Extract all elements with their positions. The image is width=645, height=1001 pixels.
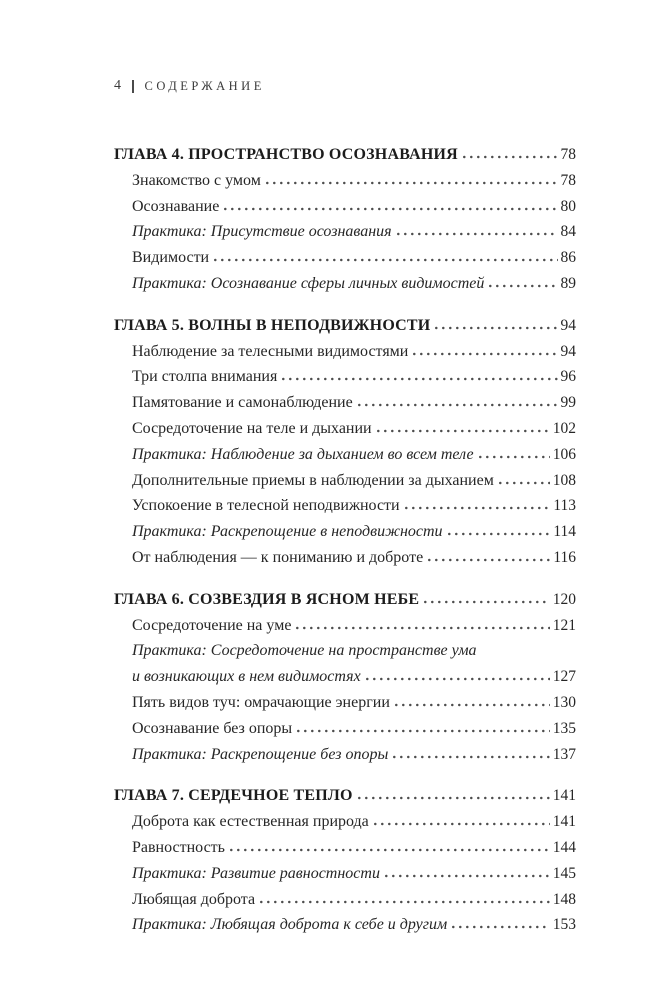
- toc-entry: [114, 716, 576, 742]
- chapter-title-label: ГЛАВА 7. СЕРДЕЧНОЕ ТЕПЛО: [114, 787, 353, 805]
- chapter-title: [114, 142, 576, 168]
- dot-leader: [452, 925, 550, 929]
- toc-entry-label: Знакомство с умом: [132, 171, 261, 189]
- toc-entry-page: 116: [553, 548, 576, 566]
- chapter-title: [114, 313, 576, 339]
- toc-entry-page: 130: [552, 693, 576, 711]
- dot-leader: [424, 600, 549, 604]
- toc-entry-page: 94: [560, 342, 576, 360]
- toc-entry-label: Практика: Присутствие осознавания: [132, 223, 392, 241]
- toc-entry-page: 99: [560, 394, 576, 412]
- toc-entry-label: Осознавание: [132, 197, 220, 215]
- toc-entry-label: Практика: Раскрепощение без опоры: [132, 745, 389, 763]
- toc-entry-label: Дополнительные приемы в наблюдении за дыханием: [132, 471, 494, 489]
- toc-entry-label: Доброта как естественная природа: [132, 813, 369, 831]
- toc-entry: [114, 339, 576, 365]
- chapter-section: [114, 783, 576, 938]
- dot-leader: [435, 326, 557, 330]
- chapter-title-label: ГЛАВА 6. СОЗВЕЗДИЯ В ЯСНОМ НЕБЕ: [114, 590, 420, 608]
- toc-entry-page: 106: [552, 445, 576, 463]
- dot-leader: [395, 703, 550, 707]
- chapter-title-label: ГЛАВА 5. ВОЛНЫ В НЕПОДВИЖНОСТИ: [114, 316, 431, 334]
- toc-entry-page: 86: [560, 249, 576, 267]
- toc-entry-line2-label: и возникающих в нем видимостях: [132, 668, 361, 686]
- toc-entry: [114, 416, 576, 442]
- dot-leader: [358, 796, 550, 800]
- header-title: СОДЕРЖАНИЕ: [144, 78, 265, 93]
- toc-entry-page: 114: [553, 523, 576, 541]
- header-divider: [132, 80, 134, 93]
- toc-entry: [114, 690, 576, 716]
- toc-entry-label: Успокоение в телесной неподвижности: [132, 497, 400, 515]
- toc-entry: [114, 194, 576, 220]
- toc-entry-page: 113: [553, 497, 576, 515]
- toc-entry-label: Практика: Любящая доброта к себе и другим: [132, 916, 448, 934]
- toc-entry: [114, 245, 576, 271]
- toc-entry: [114, 835, 576, 861]
- dot-leader: [224, 207, 557, 211]
- toc-entry-page: 141: [552, 813, 576, 831]
- toc-entry-page: 84: [560, 223, 576, 241]
- toc-entry-label: Пять видов туч: омрачающие энергии: [132, 693, 390, 711]
- toc-entry-label: Осознавание без опоры: [132, 719, 293, 737]
- toc-entry-page: 80: [560, 197, 576, 215]
- dot-leader: [393, 755, 549, 759]
- toc-entry-line1: [114, 638, 576, 664]
- chapter-section: [114, 587, 576, 768]
- chapter-title-label: ГЛАВА 4. ПРОСТРАНСТВО ОСОЗНАВАНИЯ: [114, 146, 458, 163]
- table-of-contents: [114, 142, 576, 938]
- dot-leader: [428, 558, 550, 562]
- chapter-title: [114, 587, 576, 613]
- toc-entry-label: Памятование и самонаблюдение: [132, 394, 353, 412]
- toc-entry-label: Практика: Осознавание сферы личных видимостей: [132, 274, 485, 292]
- dot-leader: [358, 403, 558, 407]
- toc-entry-label: Любящая доброта: [132, 890, 256, 908]
- toc-entry-line2: [114, 664, 576, 690]
- dot-leader: [463, 155, 558, 159]
- toc-entry-label: Практика: Наблюдение за дыханием во всем теле: [132, 445, 474, 463]
- dot-leader: [366, 677, 550, 681]
- toc-entry-label: Три столпа внимания: [132, 368, 278, 386]
- toc-entry: [114, 912, 576, 938]
- toc-entry-page: 102: [552, 419, 576, 437]
- dot-leader: [230, 848, 550, 852]
- toc-entry-label: Равностность: [132, 838, 225, 856]
- chapter-title-page: 120: [552, 590, 576, 608]
- toc-entry-page: 144: [552, 838, 576, 856]
- toc-entry-page: 89: [560, 274, 576, 292]
- dot-leader: [397, 232, 558, 236]
- toc-entry: [114, 390, 576, 416]
- running-header: [114, 78, 576, 94]
- chapter-section: [114, 142, 576, 297]
- toc-entry: [114, 219, 576, 245]
- toc-entry-page: 148: [552, 890, 576, 908]
- toc-entry: [114, 364, 576, 390]
- toc-entry: [114, 168, 576, 194]
- dot-leader: [282, 377, 557, 381]
- toc-entry-label: Практика: Раскрепощение в неподвижности: [132, 523, 443, 541]
- toc-entry: [114, 887, 576, 913]
- toc-entry: [114, 442, 576, 468]
- toc-entry-page: 108: [552, 471, 576, 489]
- toc-entry-label: Сосредоточение на теле и дыхании: [132, 419, 372, 437]
- toc-entry-page: 137: [552, 745, 576, 763]
- toc-entry-label: Сосредоточение на уме: [132, 616, 292, 634]
- toc-entry-page: 121: [552, 616, 576, 634]
- toc-entry-line2-page: 127: [552, 668, 576, 686]
- toc-entry-label: Практика: Развитие равностности: [132, 864, 380, 882]
- chapter-title-page: 94: [560, 316, 576, 334]
- chapter-title-page: 78: [560, 146, 576, 163]
- toc-entry-page: 153: [552, 916, 576, 934]
- dot-leader: [266, 181, 558, 185]
- toc-entry: [114, 613, 576, 639]
- dot-leader: [448, 532, 551, 536]
- chapter-title: [114, 783, 576, 809]
- dot-leader: [385, 874, 550, 878]
- dot-leader: [499, 481, 550, 485]
- toc-entry-label: От наблюдения — к пониманию и доброте: [132, 548, 424, 566]
- toc-entry: [114, 638, 576, 690]
- dot-leader: [413, 352, 557, 356]
- dot-leader: [374, 822, 550, 826]
- toc-entry-label: Наблюдение за телесными видимостями: [132, 342, 409, 360]
- toc-entry-line1-label: Практика: Сосредоточение на пространстве ума: [132, 642, 477, 660]
- dot-leader: [479, 455, 550, 459]
- toc-entry: [114, 519, 576, 545]
- toc-entry-page: 78: [560, 171, 576, 189]
- chapter-section: [114, 313, 576, 571]
- toc-entry: [114, 493, 576, 519]
- header-page-number: 4: [114, 78, 121, 93]
- dot-leader: [405, 506, 551, 510]
- chapter-title-page: 141: [552, 787, 576, 805]
- dot-leader: [489, 284, 557, 288]
- dot-leader: [377, 429, 550, 433]
- toc-entry-page: 96: [560, 368, 576, 386]
- toc-entry-page: 145: [552, 864, 576, 882]
- toc-entry: [114, 468, 576, 494]
- toc-entry: [114, 861, 576, 887]
- dot-leader: [297, 729, 550, 733]
- toc-entry: [114, 742, 576, 768]
- dot-leader: [260, 900, 550, 904]
- toc-entry-page: 135: [552, 719, 576, 737]
- toc-entry: [114, 545, 576, 571]
- dot-leader: [296, 626, 549, 630]
- toc-entry: [114, 271, 576, 297]
- dot-leader: [214, 258, 557, 262]
- toc-entry-label: Видимости: [132, 249, 210, 267]
- toc-entry: [114, 809, 576, 835]
